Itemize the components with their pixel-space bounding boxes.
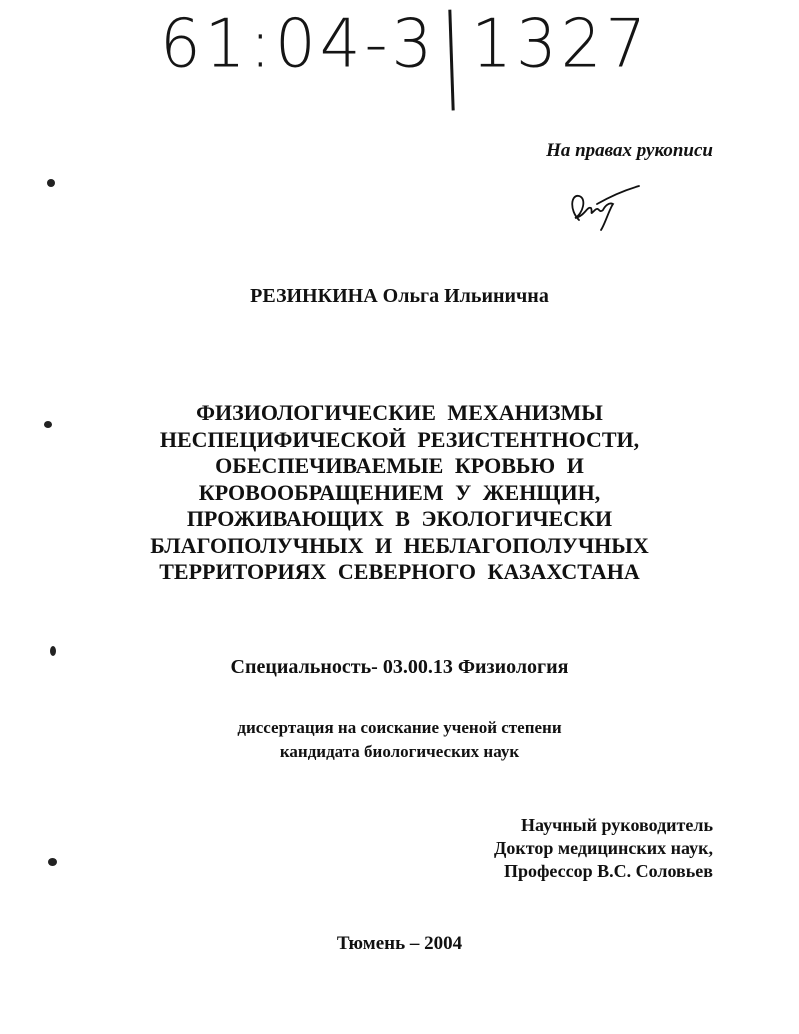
degree-line: кандидата биологических наук	[279, 742, 520, 761]
binding-hole-mark	[44, 421, 52, 428]
specialty: Специальность- 03.00.13 Физиология	[230, 656, 569, 678]
title-line: НЕСПЕЦИФИЧЕСКОЙ РЕЗИСТЕНТНОСТИ,	[159, 426, 640, 452]
handwritten-archive-code	[160, 6, 650, 111]
handwritten-divider	[449, 10, 455, 111]
binding-hole-mark	[48, 858, 57, 866]
title-line: ОБЕСПЕЧИВАЕМЫЕ КРОВЬЮ И	[215, 453, 584, 478]
supervisor-line: Научный руководитель	[521, 815, 713, 835]
city-year: Тюмень – 2004	[336, 933, 463, 954]
handwritten-code-right: 1327	[471, 5, 651, 84]
signature	[565, 180, 645, 235]
supervisor-line: Доктор медицинских наук,	[493, 838, 713, 858]
title-line: ТЕРРИТОРИЯХ СЕВЕРНОГО КАЗАХСТАНА	[159, 559, 640, 584]
rights-note: На правах рукописи	[546, 140, 713, 161]
supervisor-block	[494, 814, 713, 883]
title-line: ФИЗИОЛОГИЧЕСКИЕ МЕХАНИЗМЫ	[196, 400, 603, 425]
degree-line: диссертация на соискание ученой степени	[237, 718, 562, 737]
title-line: ПРОЖИВАЮЩИХ В ЭКОЛОГИЧЕСКИ	[186, 506, 613, 531]
handwritten-code-left: 61:04-3	[160, 5, 437, 84]
title-line: БЛАГОПОЛУЧНЫХ И НЕБЛАГОПОЛУЧНЫХ	[150, 532, 649, 558]
dissertation-title	[0, 400, 799, 586]
binding-hole-mark	[50, 646, 56, 656]
title-line: КРОВООБРАЩЕНИЕМ У ЖЕНЩИН,	[198, 479, 601, 505]
degree-statement	[0, 716, 799, 764]
supervisor-line: Профессор В.С. Соловьев	[503, 861, 713, 881]
binding-hole-mark	[47, 179, 55, 187]
author-name: РЕЗИНКИНА Ольга Ильинична	[250, 285, 549, 307]
